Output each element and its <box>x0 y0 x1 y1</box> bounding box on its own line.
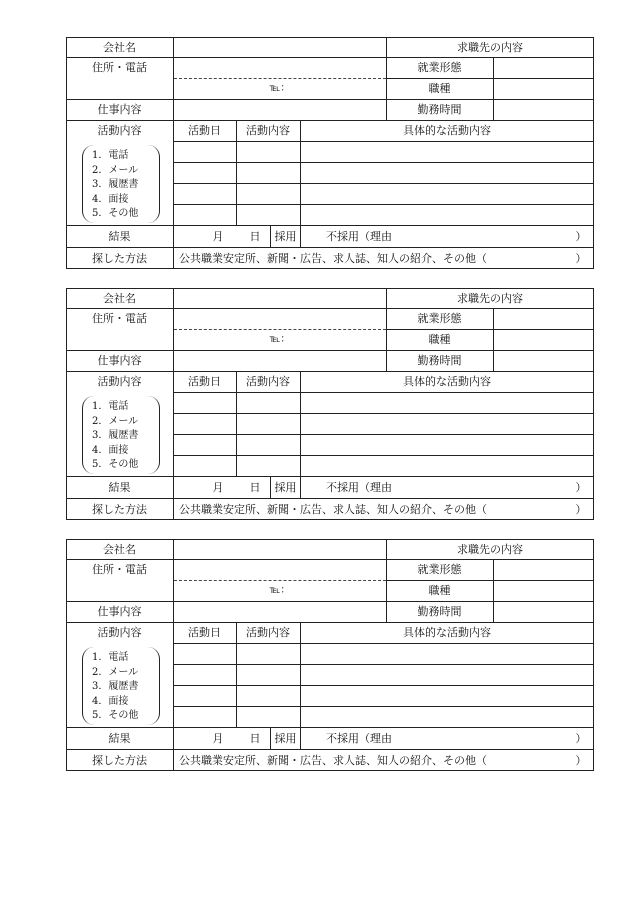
activity-row[interactable] <box>174 435 594 455</box>
company-name-label: 会社名 <box>103 40 136 54</box>
company-name-field[interactable] <box>174 38 386 57</box>
activity-row[interactable] <box>174 456 594 476</box>
address-phone-label: 住所・電話 <box>92 311 147 325</box>
address-phone-label: 住所・電話 <box>92 562 147 576</box>
job-content-label: 仕事内容 <box>97 605 142 618</box>
activity-row[interactable] <box>174 686 594 706</box>
method-item: 5．その他 <box>92 208 139 220</box>
activity-methods-list <box>92 400 162 473</box>
result-close-paren: ） <box>575 731 587 745</box>
company-name-label: 会社名 <box>103 291 136 305</box>
specific-activity-header: 具体的な活動内容 <box>403 375 491 388</box>
method-item: 5．その他 <box>92 710 139 722</box>
hired-option[interactable]: 採用 <box>274 229 297 243</box>
occupation-label: 職種 <box>428 584 451 597</box>
specific-activity-header: 具体的な活動内容 <box>403 626 491 639</box>
working-hours-field[interactable] <box>494 602 594 622</box>
address-field[interactable] <box>174 58 386 78</box>
job-details-header: 求職先の内容 <box>457 542 523 556</box>
search-method-label: 探した方法 <box>92 502 147 516</box>
activity-content-header: 活動内容 <box>246 375 290 388</box>
company-name-field[interactable] <box>174 289 386 308</box>
company-name-field[interactable] <box>174 540 386 559</box>
method-item: 4．面接 <box>92 193 129 205</box>
address-field[interactable] <box>174 309 386 329</box>
method-item: 1．電話 <box>92 401 129 412</box>
not-hired-option[interactable]: 不採用（理由 <box>326 731 392 745</box>
working-hours-label: 勤務時間 <box>417 605 462 618</box>
search-close-paren: ） <box>575 502 587 516</box>
activity-content-header: 活動内容 <box>246 124 290 137</box>
method-item: 2．メール <box>92 164 139 176</box>
working-hours-label: 勤務時間 <box>417 103 462 116</box>
activity-date-header: 活動日 <box>188 124 221 137</box>
result-month-label: 月 <box>212 480 224 494</box>
address-field[interactable] <box>174 560 386 580</box>
employment-type-field[interactable] <box>494 309 594 329</box>
result-close-paren: ） <box>575 229 587 243</box>
activity-row[interactable] <box>174 644 594 664</box>
activity-row[interactable] <box>174 393 594 413</box>
employment-type-field[interactable] <box>494 560 594 580</box>
method-item: 3．履歴書 <box>92 430 139 442</box>
working-hours-label: 勤務時間 <box>417 354 462 367</box>
job-content-field[interactable] <box>174 100 386 120</box>
activity-row[interactable] <box>174 707 594 727</box>
method-item: 1．電話 <box>92 652 129 663</box>
occupation-label: 職種 <box>428 82 451 95</box>
search-method-label: 探した方法 <box>92 753 147 767</box>
occupation-field[interactable] <box>494 330 594 350</box>
result-label: 結果 <box>108 229 131 243</box>
search-method-options[interactable]: 公共職業安定所、新聞・広告、求人誌、知人の紹介、その他（ <box>179 502 487 516</box>
result-month-label: 月 <box>212 731 224 745</box>
result-day-label: 日 <box>249 480 261 494</box>
job-content-field[interactable] <box>174 351 386 371</box>
result-label: 結果 <box>108 480 131 494</box>
method-item: 2．メール <box>92 415 139 427</box>
not-hired-option[interactable]: 不採用（理由 <box>326 480 392 494</box>
search-method-label: 探した方法 <box>92 251 147 265</box>
specific-activity-header: 具体的な活動内容 <box>403 124 491 137</box>
occupation-field[interactable] <box>494 581 594 601</box>
job-content-label: 仕事内容 <box>97 103 142 116</box>
employment-type-label: 就業形態 <box>417 312 462 325</box>
search-close-paren: ） <box>575 251 587 265</box>
method-item: 1．電話 <box>92 150 129 161</box>
activity-methods-list <box>92 651 162 724</box>
method-item: 4．面接 <box>92 444 129 456</box>
job-search-record-2 <box>66 288 594 520</box>
search-method-options[interactable]: 公共職業安定所、新聞・広告、求人誌、知人の紹介、その他（ <box>179 251 487 265</box>
job-search-record-1 <box>66 37 594 269</box>
employment-type-field[interactable] <box>494 58 594 78</box>
hired-option[interactable]: 採用 <box>274 480 297 494</box>
method-item: 2．メール <box>92 666 139 678</box>
activity-row[interactable] <box>174 142 594 162</box>
activity-row[interactable] <box>174 205 594 225</box>
activity-label: 活動内容 <box>97 625 142 639</box>
employment-type-label: 就業形態 <box>417 61 462 74</box>
job-content-label: 仕事内容 <box>97 354 142 367</box>
activity-content-header: 活動内容 <box>246 626 290 639</box>
search-close-paren: ） <box>575 753 587 767</box>
employment-type-label: 就業形態 <box>417 563 462 576</box>
tel-label: ℡： <box>269 83 291 94</box>
company-name-label: 会社名 <box>103 542 136 556</box>
activity-label: 活動内容 <box>97 374 142 388</box>
activity-row[interactable] <box>174 665 594 685</box>
occupation-field[interactable] <box>494 79 594 99</box>
job-content-field[interactable] <box>174 602 386 622</box>
activity-row[interactable] <box>174 163 594 183</box>
result-month-label: 月 <box>212 229 224 243</box>
activity-label: 活動内容 <box>97 123 142 137</box>
result-day-label: 日 <box>249 731 261 745</box>
activity-date-header: 活動日 <box>188 626 221 639</box>
tel-label: ℡： <box>269 585 291 596</box>
activity-date-header: 活動日 <box>188 375 221 388</box>
method-item: 5．その他 <box>92 459 139 471</box>
occupation-label: 職種 <box>428 333 451 346</box>
job-details-header: 求職先の内容 <box>457 40 523 54</box>
tel-label: ℡： <box>269 334 291 345</box>
address-phone-label: 住所・電話 <box>92 60 147 74</box>
result-close-paren: ） <box>575 480 587 494</box>
method-item: 3．履歴書 <box>92 681 139 693</box>
working-hours-field[interactable] <box>494 351 594 371</box>
result-day-label: 日 <box>249 229 261 243</box>
job-search-record-3 <box>66 539 594 771</box>
working-hours-field[interactable] <box>494 100 594 120</box>
method-item: 3．履歴書 <box>92 179 139 191</box>
method-item: 4．面接 <box>92 695 129 707</box>
not-hired-option[interactable]: 不採用（理由 <box>326 229 392 243</box>
hired-option[interactable]: 採用 <box>274 731 297 745</box>
activity-methods-list <box>92 149 162 222</box>
result-label: 結果 <box>108 731 131 745</box>
search-method-options[interactable]: 公共職業安定所、新聞・広告、求人誌、知人の紹介、その他（ <box>179 753 487 767</box>
activity-row[interactable] <box>174 414 594 434</box>
activity-row[interactable] <box>174 184 594 204</box>
job-details-header: 求職先の内容 <box>457 291 523 305</box>
